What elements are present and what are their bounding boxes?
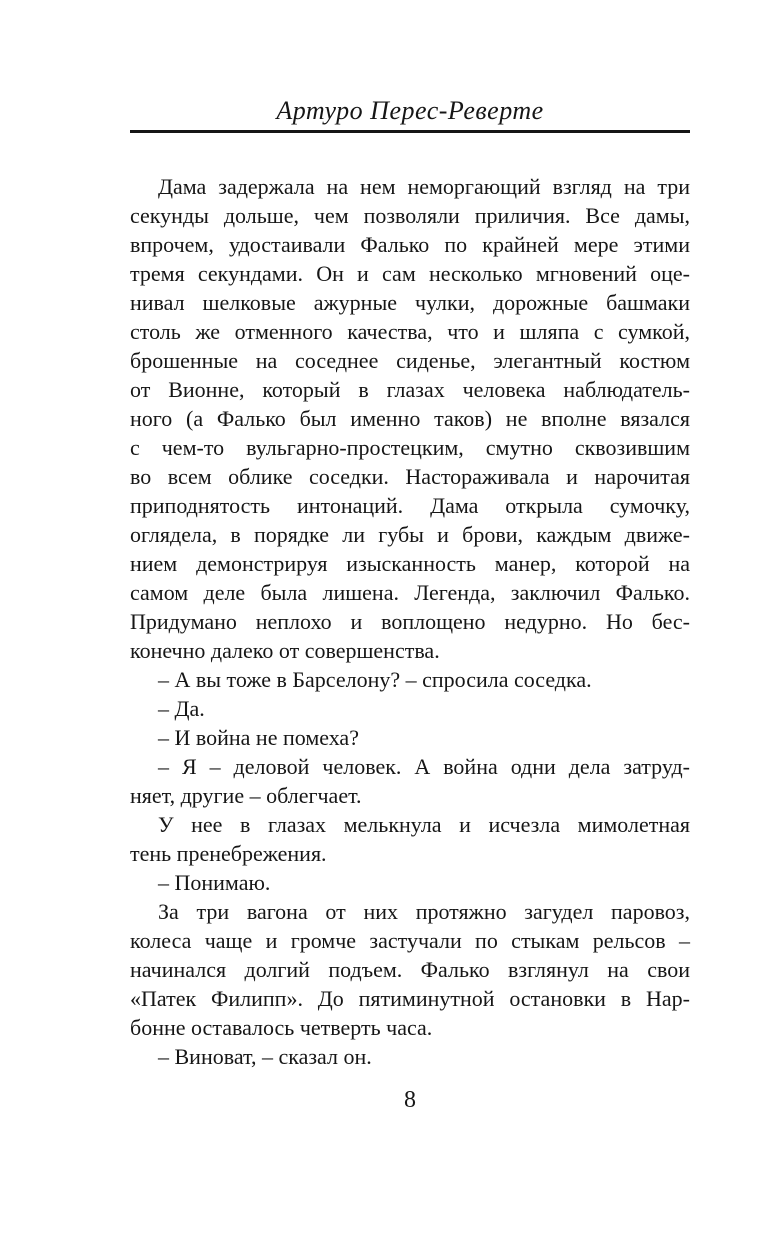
text-line: впрочем, удостаивали Фалько по крайней мере этими <box>130 232 690 257</box>
text-line: За три вагона от них протяжно загудел паровоз, <box>158 899 690 924</box>
text-line: «Патек Филипп». До пятиминутной остановки в Нар- <box>130 986 690 1011</box>
text-line: У нее в глазах мелькнула и исчезла мимолетная <box>158 812 690 837</box>
text-line: Придумано неплохо и воплощено недурно. Но бес- <box>130 609 690 634</box>
text-line: столь же отменного качества, что и шляпа с сумкой, <box>130 319 690 344</box>
text-line: Дама задержала на нем неморгающий взгляд на три <box>158 174 690 199</box>
text-line: – Виноват, – сказал он. <box>158 1044 372 1069</box>
text-line: – Понимаю. <box>158 870 271 895</box>
text-line: нивал шелковые ажурные чулки, дорожные башмаки <box>130 290 690 315</box>
text-line: во всем облике соседки. Настораживала и нарочитая <box>130 464 690 489</box>
text-line: нием демонстрируя изысканность манер, которой на <box>130 551 690 576</box>
text-line: тремя секундами. Он и сам несколько мгновений оце- <box>130 261 690 286</box>
page-number: 8 <box>404 1087 416 1113</box>
text-line: ного (а Фалько был именно таков) не вполне вязался <box>130 406 690 431</box>
text-line: брошенные на соседнее сиденье, элегантный костюм <box>130 348 690 373</box>
text-line: – Да. <box>158 696 205 721</box>
text-line: бонне оставалось четверть часа. <box>130 1015 433 1040</box>
text-line: от Вионне, который в глазах человека наблюдатель- <box>130 377 690 402</box>
text-line: самом деле была лишена. Легенда, заключил Фалько. <box>130 580 690 605</box>
text-line: – А вы тоже в Барселону? – спросила соседка. <box>158 667 592 692</box>
text-line: с чем-то вульгарно-простецким, смутно сквозившим <box>130 435 690 460</box>
text-line: приподнятость интонаций. Дама открыла сумочку, <box>130 493 690 518</box>
running-head-title: Артуро Перес-Реверте <box>276 96 544 125</box>
text-line: конечно далеко от совершенства. <box>130 638 440 663</box>
page-body-text <box>130 172 690 1071</box>
text-line: – И война не помеха? <box>158 725 359 750</box>
text-line: няет, другие – облегчает. <box>130 783 362 808</box>
text-line: колеса чаще и громче застучали по стыкам рельсов – <box>130 928 690 953</box>
text-line: – Я – деловой человек. А война одни дела затруд- <box>158 754 690 779</box>
text-line: оглядела, в порядке ли губы и брови, каждым движе- <box>130 522 690 547</box>
text-line: тень пренебрежения. <box>130 841 327 866</box>
text-line: секунды дольше, чем позволяли приличия. Все дамы, <box>130 203 690 228</box>
text-line: начинался долгий подъем. Фалько взглянул на свои <box>130 957 690 982</box>
header-rule <box>130 130 690 133</box>
